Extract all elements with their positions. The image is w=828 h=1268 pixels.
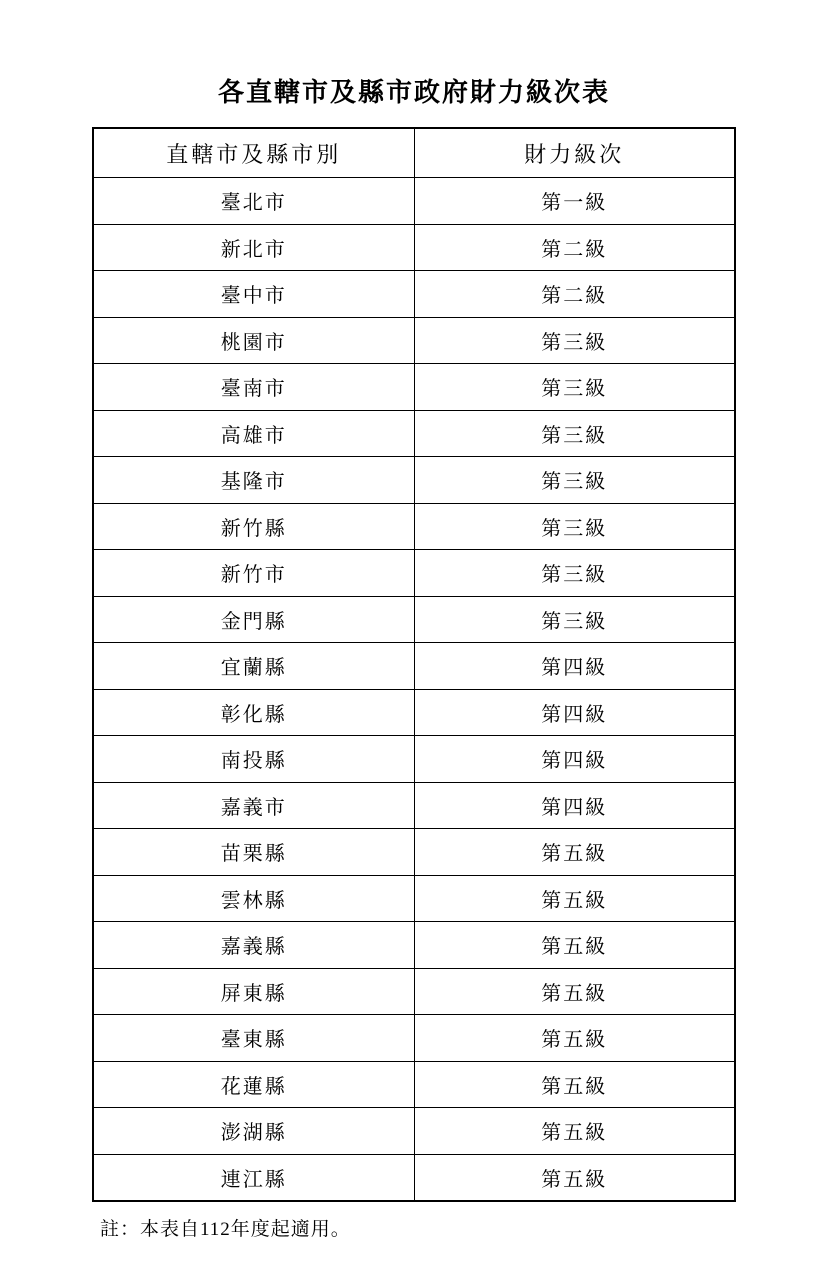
table-row <box>93 1015 735 1062</box>
cell-level: 第三級 <box>414 596 735 643</box>
cell-level: 第四級 <box>414 782 735 829</box>
table-row <box>93 410 735 457</box>
cell-area: 連江縣 <box>93 1154 414 1201</box>
cell-area: 新竹縣 <box>93 503 414 550</box>
cell-area: 桃園市 <box>93 317 414 364</box>
cell-area: 金門縣 <box>93 596 414 643</box>
cell-area: 彰化縣 <box>93 689 414 736</box>
table-row <box>93 457 735 504</box>
cell-area: 花蓮縣 <box>93 1061 414 1108</box>
cell-area: 臺北市 <box>93 178 414 225</box>
cell-area: 嘉義市 <box>93 782 414 829</box>
cell-area: 嘉義縣 <box>93 922 414 969</box>
cell-level: 第三級 <box>414 364 735 411</box>
cell-level: 第三級 <box>414 410 735 457</box>
table-row <box>93 317 735 364</box>
cell-level: 第三級 <box>414 457 735 504</box>
cell-level: 第四級 <box>414 736 735 783</box>
cell-area: 新竹市 <box>93 550 414 597</box>
cell-area: 臺中市 <box>93 271 414 318</box>
cell-level: 第二級 <box>414 224 735 271</box>
table-row <box>93 736 735 783</box>
financial-level-table-container <box>92 127 736 1202</box>
cell-level: 第五級 <box>414 1108 735 1155</box>
cell-level: 第一級 <box>414 178 735 225</box>
cell-level: 第三級 <box>414 503 735 550</box>
cell-level: 第四級 <box>414 689 735 736</box>
table-row <box>93 1154 735 1201</box>
cell-level: 第五級 <box>414 968 735 1015</box>
cell-level: 第五級 <box>414 1015 735 1062</box>
cell-area: 雲林縣 <box>93 875 414 922</box>
cell-area: 臺東縣 <box>93 1015 414 1062</box>
cell-level: 第五級 <box>414 1061 735 1108</box>
cell-area: 澎湖縣 <box>93 1108 414 1155</box>
cell-level: 第三級 <box>414 317 735 364</box>
column-header-area: 直轄市及縣市別 <box>93 128 414 178</box>
cell-level: 第二級 <box>414 271 735 318</box>
table-note: 註：本表自112年度起適用。 <box>100 1219 351 1240</box>
cell-level: 第四級 <box>414 643 735 690</box>
table-header <box>93 128 735 178</box>
cell-level: 第五級 <box>414 829 735 876</box>
cell-area: 屏東縣 <box>93 968 414 1015</box>
table-row <box>93 829 735 876</box>
cell-level: 第三級 <box>414 550 735 597</box>
table-row <box>93 364 735 411</box>
cell-area: 高雄市 <box>93 410 414 457</box>
table-row <box>93 596 735 643</box>
cell-area: 基隆市 <box>93 457 414 504</box>
cell-level: 第五級 <box>414 875 735 922</box>
table-row <box>93 875 735 922</box>
table-row <box>93 271 735 318</box>
table-row <box>93 1061 735 1108</box>
table-row <box>93 922 735 969</box>
table-row <box>93 224 735 271</box>
page-title: 各直轄市及縣市政府財力級次表 <box>217 78 610 107</box>
table-row <box>93 643 735 690</box>
table-row <box>93 503 735 550</box>
cell-level: 第五級 <box>414 1154 735 1201</box>
cell-area: 苗栗縣 <box>93 829 414 876</box>
table-row <box>93 1108 735 1155</box>
table-body <box>93 178 735 1202</box>
cell-area: 宜蘭縣 <box>93 643 414 690</box>
table-row <box>93 968 735 1015</box>
table-row <box>93 782 735 829</box>
table-header-row <box>93 128 735 178</box>
table-row <box>93 178 735 225</box>
table-row <box>93 689 735 736</box>
financial-level-table <box>92 127 736 1202</box>
column-header-level: 財力級次 <box>414 128 735 178</box>
cell-area: 臺南市 <box>93 364 414 411</box>
cell-area: 新北市 <box>93 224 414 271</box>
cell-level: 第五級 <box>414 922 735 969</box>
table-row <box>93 550 735 597</box>
cell-area: 南投縣 <box>93 736 414 783</box>
